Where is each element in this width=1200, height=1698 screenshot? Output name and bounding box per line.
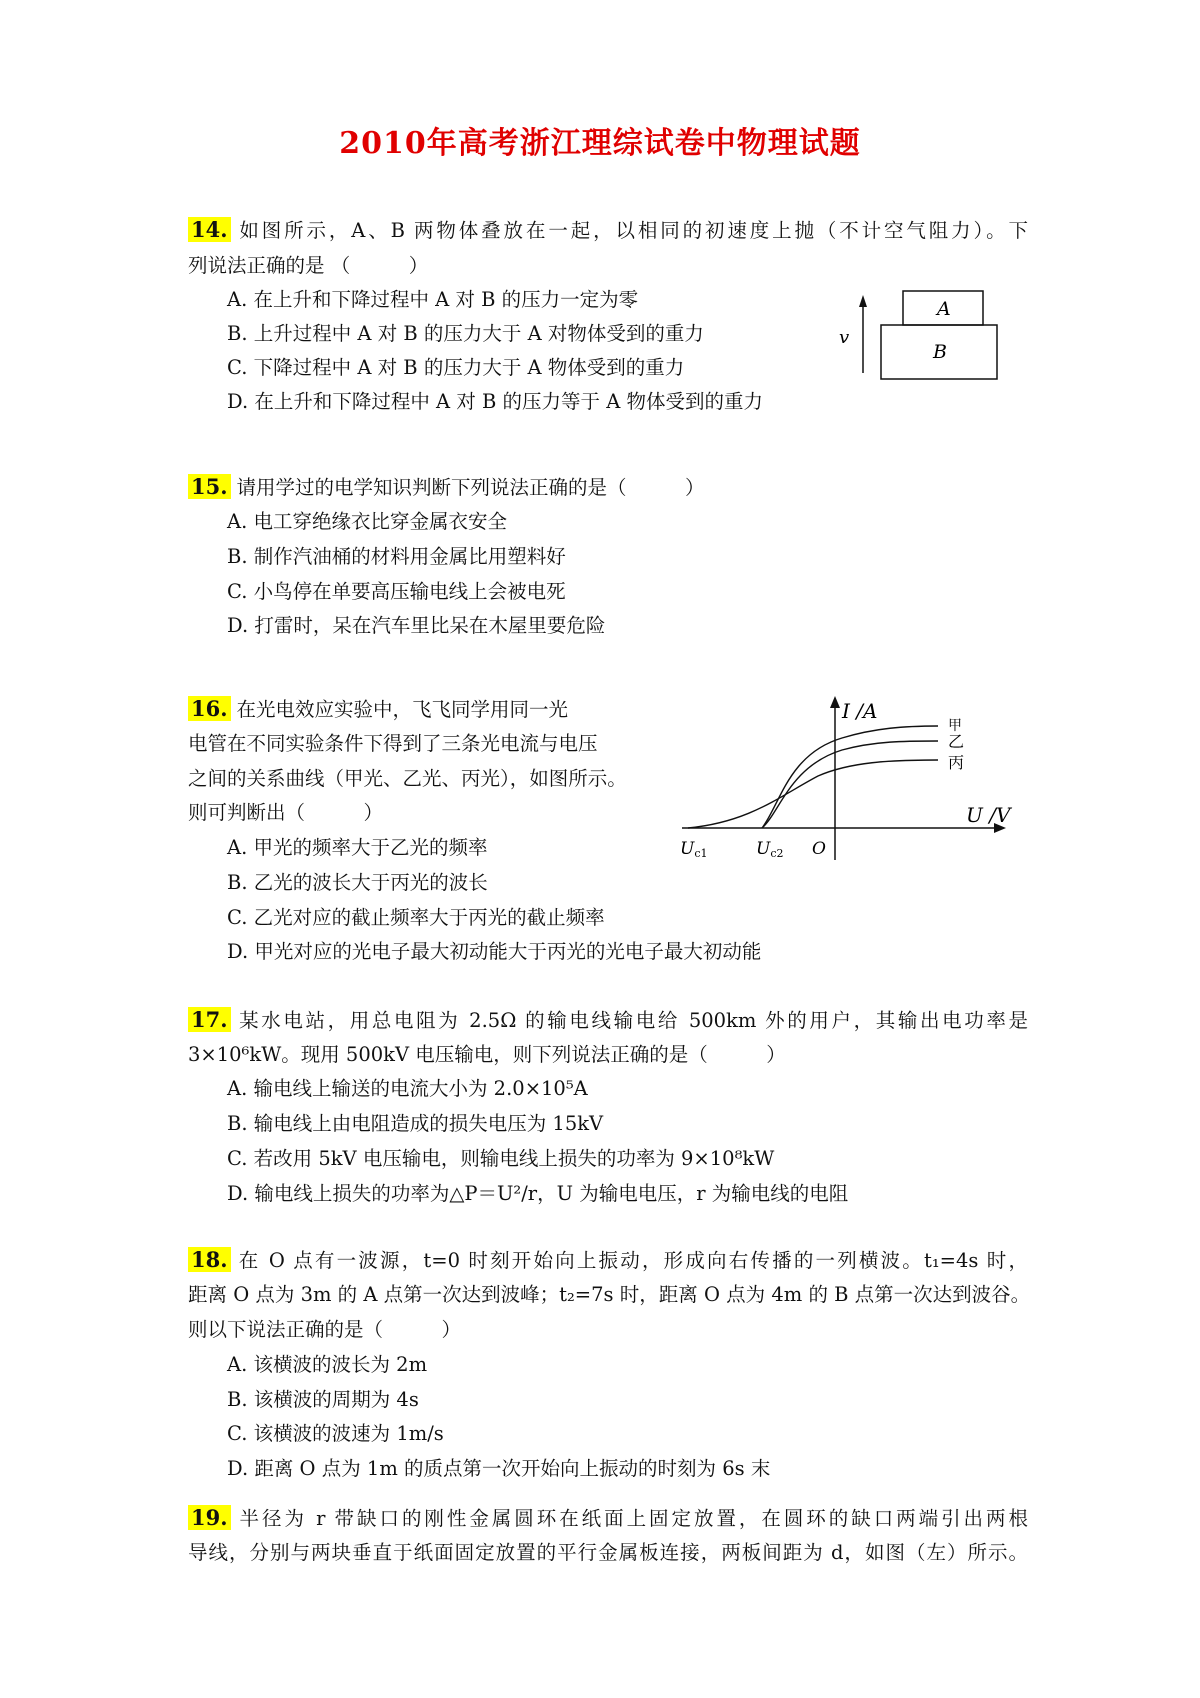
curve-label-yi: 乙 xyxy=(948,732,965,751)
option-d: D. 距离 O 点为 1m 的质点第一次开始向上振动的时刻为 6s 末 xyxy=(227,1457,771,1480)
option-a: A. 输电线上输送的电流大小为 2.0×10⁵A xyxy=(227,1077,588,1100)
question-stem-line: 14. 如图所示，A、B 两物体叠放在一起，以相同的初速度上抛（不计空气阻力）。下 xyxy=(188,218,1028,243)
question-stem-line: 19. 半径为 r 带缺口的刚性金属圆环在纸面上固定放置，在圆环的缺口两端引出两根 xyxy=(188,1506,1028,1531)
option-a: A. 电工穿绝缘衣比穿金属衣安全 xyxy=(227,510,507,533)
option-c: C. 下降过程中 A 对 B 的压力大于 A 物体受到的重力 xyxy=(227,356,685,379)
question-stem-line: 3×10⁶kW。现用 500kV 电压输电，则下列说法正确的是（ ） xyxy=(188,1043,786,1066)
label-uc1: Uc1 xyxy=(680,839,708,860)
question-stem-line: 则以下说法正确的是（ ） xyxy=(188,1318,462,1341)
option-c: C. 该横波的波速为 1m/s xyxy=(227,1422,444,1445)
question-number: 17. xyxy=(188,1007,231,1032)
option-b: B. 上升过程中 A 对 B 的压力大于 A 对物体受到的重力 xyxy=(227,322,704,345)
label-a: A xyxy=(937,298,951,320)
option-a: A. 该横波的波长为 2m xyxy=(227,1353,428,1376)
option-d: D. 打雷时，呆在汽车里比呆在木屋里要危险 xyxy=(227,614,606,637)
curve-bing xyxy=(688,760,938,828)
question-number: 16. xyxy=(188,696,231,721)
curve-yi xyxy=(762,741,938,828)
option-c: C. 乙光对应的截止频率大于丙光的截止频率 xyxy=(227,906,605,929)
question-number: 15. xyxy=(188,474,231,499)
question-stem-line: 17. 某水电站，用总电阻为 2.5Ω 的输电线输电给 500km 外的用户，其输出电功率是 xyxy=(188,1008,1028,1033)
option-c: C. 小鸟停在单要高压输电线上会被电死 xyxy=(227,580,566,603)
option-d: D. 在上升和下降过程中 A 对 B 的压力等于 A 物体受到的重力 xyxy=(227,390,764,413)
y-axis-arrow-icon xyxy=(830,696,840,708)
option-a: A. 甲光的频率大于乙光的频率 xyxy=(227,836,488,859)
question-stem-line: 16. 在光电效应实验中，飞飞同学用同一光 xyxy=(188,697,568,722)
question-stem-line: 电管在不同实验条件下得到了三条光电流与电压 xyxy=(188,732,598,755)
option-b: B. 制作汽油桶的材料用金属比用塑料好 xyxy=(227,545,566,568)
label-uc2: Uc2 xyxy=(756,839,784,860)
question-stem-line: 列说法正确的是 （ ） xyxy=(188,254,429,277)
stacked-blocks-figure xyxy=(825,285,1005,385)
label-b: B xyxy=(933,341,947,363)
option-c: C. 若改用 5kV 电压输电，则输电线上损失的功率为 9×10⁸kW xyxy=(227,1147,775,1170)
question-stem-line: 则可判断出（ ） xyxy=(188,801,384,824)
question-stem-line: 导线，分别与两块垂直于纸面固定放置的平行金属板连接，两板间距为 d，如图（左）所示。 xyxy=(188,1541,1028,1564)
option-b: B. 输电线上由电阻造成的损失电压为 15kV xyxy=(227,1112,604,1135)
question-number: 18. xyxy=(188,1247,231,1272)
option-b: B. 该横波的周期为 4s xyxy=(227,1388,419,1411)
option-b: B. 乙光的波长大于丙光的波长 xyxy=(227,871,488,894)
y-axis-label: I /A xyxy=(842,699,878,723)
question-number: 14. xyxy=(188,217,231,242)
question-stem-line: 18. 在 O 点有一波源，t=0 时刻开始向上振动，形成向右传播的一列横波。t₁=4s 时， xyxy=(188,1248,1028,1273)
question-stem-line: 距离 O 点为 3m 的 A 点第一次达到波峰；t₂=7s 时，距离 O 点为 4m 的 B 点第一次达到波谷。 xyxy=(188,1283,1031,1306)
curve-label-jia: 甲 xyxy=(948,718,962,734)
label-origin: O xyxy=(812,839,826,859)
option-a: A. 在上升和下降过程中 A 对 B 的压力一定为零 xyxy=(227,288,639,311)
photoelectric-iv-graph xyxy=(680,690,1020,880)
x-axis-label: U /V xyxy=(966,803,1011,827)
curve-label-bing: 丙 xyxy=(948,753,965,772)
question-stem-line: 15. 请用学过的电学知识判断下列说法正确的是（ ） xyxy=(188,475,705,500)
question-stem-line: 之间的关系曲线（甲光、乙光、丙光），如图所示。 xyxy=(188,767,627,790)
option-d: D. 输电线上损失的功率为△P＝U²/r，U 为输电电压，r 为输电线的电阻 xyxy=(227,1182,849,1205)
label-v: v xyxy=(839,327,850,348)
option-d: D. 甲光对应的光电子最大初动能大于丙光的光电子最大初动能 xyxy=(227,940,762,963)
arrow-head-icon xyxy=(859,295,867,307)
question-number: 19. xyxy=(188,1505,231,1530)
page-title: 2010年高考浙江理综试卷中物理试题 xyxy=(339,126,861,161)
